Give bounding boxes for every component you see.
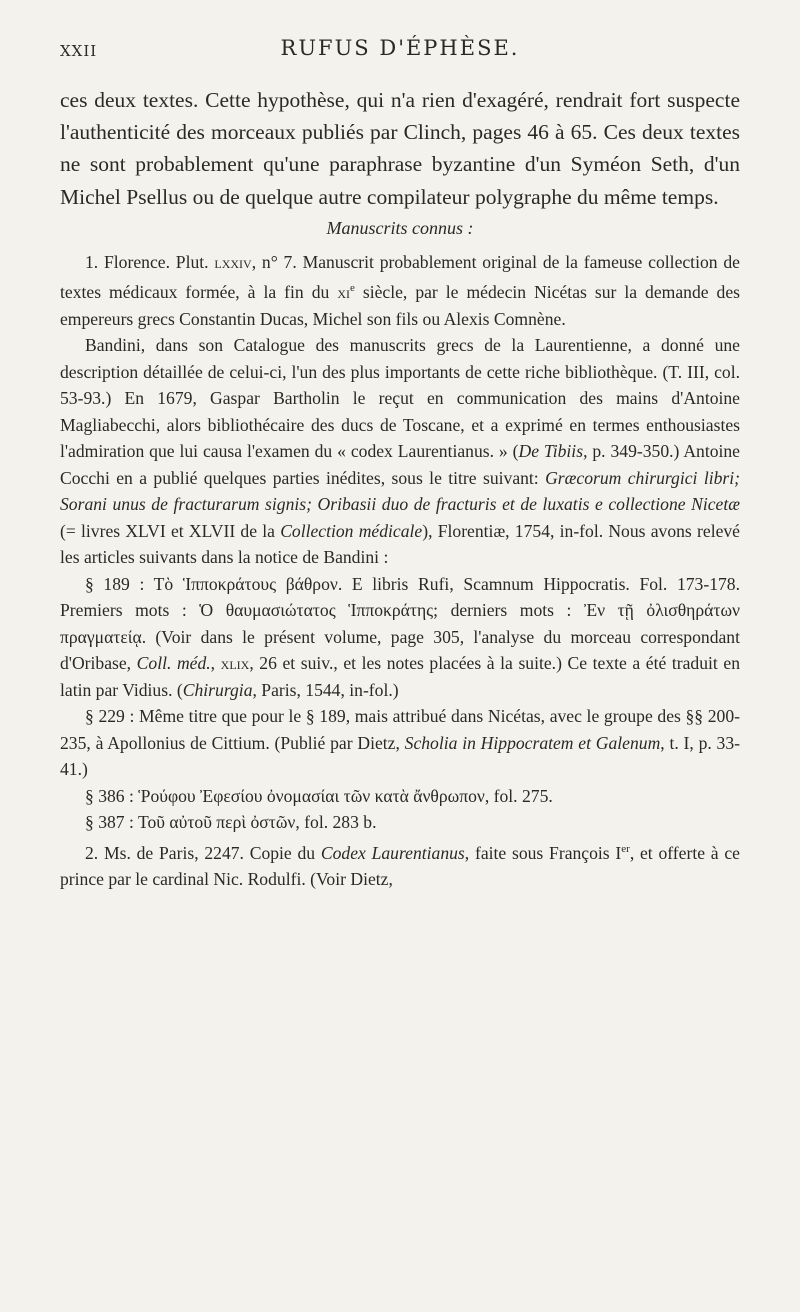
running-title: RUFUS D'ÉPHÈSE. — [280, 36, 520, 60]
section-heading: Manuscrits connus : — [326, 217, 474, 238]
manuscript-2-paragraph: 2. Ms. de Paris, 2247. Copie du Codex Laurentianus, faite sous François Ier, et offerte à ce prince par le cardinal Nic. Rodulfi. (Voir Dietz, — [60, 842, 740, 890]
bandini-paragraph: Bandini, dans son Catalogue des manuscrits grecs de la Laurentienne, a donné une description détaillée de celui-ci, l'un des plus importants de cette riche bibliothèque. (T. III, col. 53-93.) En 1679, Gaspar Bartholin le reçut en communication des mains d'Antoine Magliabecchi, alors bibliothécaire des ducs de Toscane, et a exprimé en termes enthousiastes l'admiration que lui causa l'examen du « codex Laurentianus. » (De Tibiis, p. 349-350.) Antoine Cocchi en a publié quelques parties inédites, sous le titre suivant: Græcorum chirurgici libri; Sorani unus de fracturarum signis; Oribasii duo de fracturis et de luxatis e collectione Nicetæ (= livres XLVI et XLVII de la Collection médicale), Florentiæ, 1754, in-fol. Nous avons relevé les articles suivants dans la notice de Bandini : — [60, 335, 740, 568]
page-body — [60, 84, 740, 893]
page-number: XXII — [60, 42, 98, 60]
section-387-paragraph: § 387 : Τοῦ αὐτοῦ περὶ ὀστῶν, fol. 283 b. — [85, 812, 377, 833]
manuscript-1-paragraph: 1. Florence. Plut. lxxiv, n° 7. Manuscrit probablement original de la fameuse collection de textes médicaux formée, à la fin du $xi^e$ siècle, par le médecin Nicétas sur la demande des empereurs grecs Constantin Ducas, Michel son fils ou Alexis Comnène. — [60, 251, 741, 329]
section-189-paragraph: § 189 : Τὸ Ἱπποκράτους βάθρον. E libris Rufi, Scamnum Hippocratis. Fol. 173-178. Premiers mots : Ὁ θαυμασιώτατος Ἱπποκράτης; derniers mots : Ἐν τῇ ὀλισθηράτων πραγματείᾳ. (Voir dans le présent volume, page 305, l'analyse du morceau correspondant d'Oribase, Coll. méd., xlix, 26 et suiv., et les notes placées à la suite.) Ce texte a été traduit en latin par Vidius. (Chirurgia, Paris, 1544, in-fol.) — [60, 573, 740, 700]
intro-paragraph: ces deux textes. Cette hypothèse, qui n'a rien d'exagéré, rendrait fort suspecte l'authenticité des morceaux publiés par Clinch, pages 46 à 65. Ces deux textes ne sont probablement qu'une paraphrase byzantine d'un Syméon Seth, d'un Michel Psellus ou de quelque autre compilateur polygraphe du même temps. — [60, 88, 740, 209]
page-header — [60, 36, 740, 66]
section-386-paragraph: § 386 : Ῥούφου Ἐφεσίου ὀνομασίαι τῶν κατὰ ἄνθρωπον, fol. 275. — [85, 785, 553, 806]
section-229-paragraph: § 229 : Même titre que pour le § 189, mais attribué dans Nicétas, avec le groupe des §§ 200-235, à Apollonius de Cittium. (Publié par Dietz, Scholia in Hippocratem et Galenum, t. I, p. 33-41.) — [60, 706, 741, 780]
